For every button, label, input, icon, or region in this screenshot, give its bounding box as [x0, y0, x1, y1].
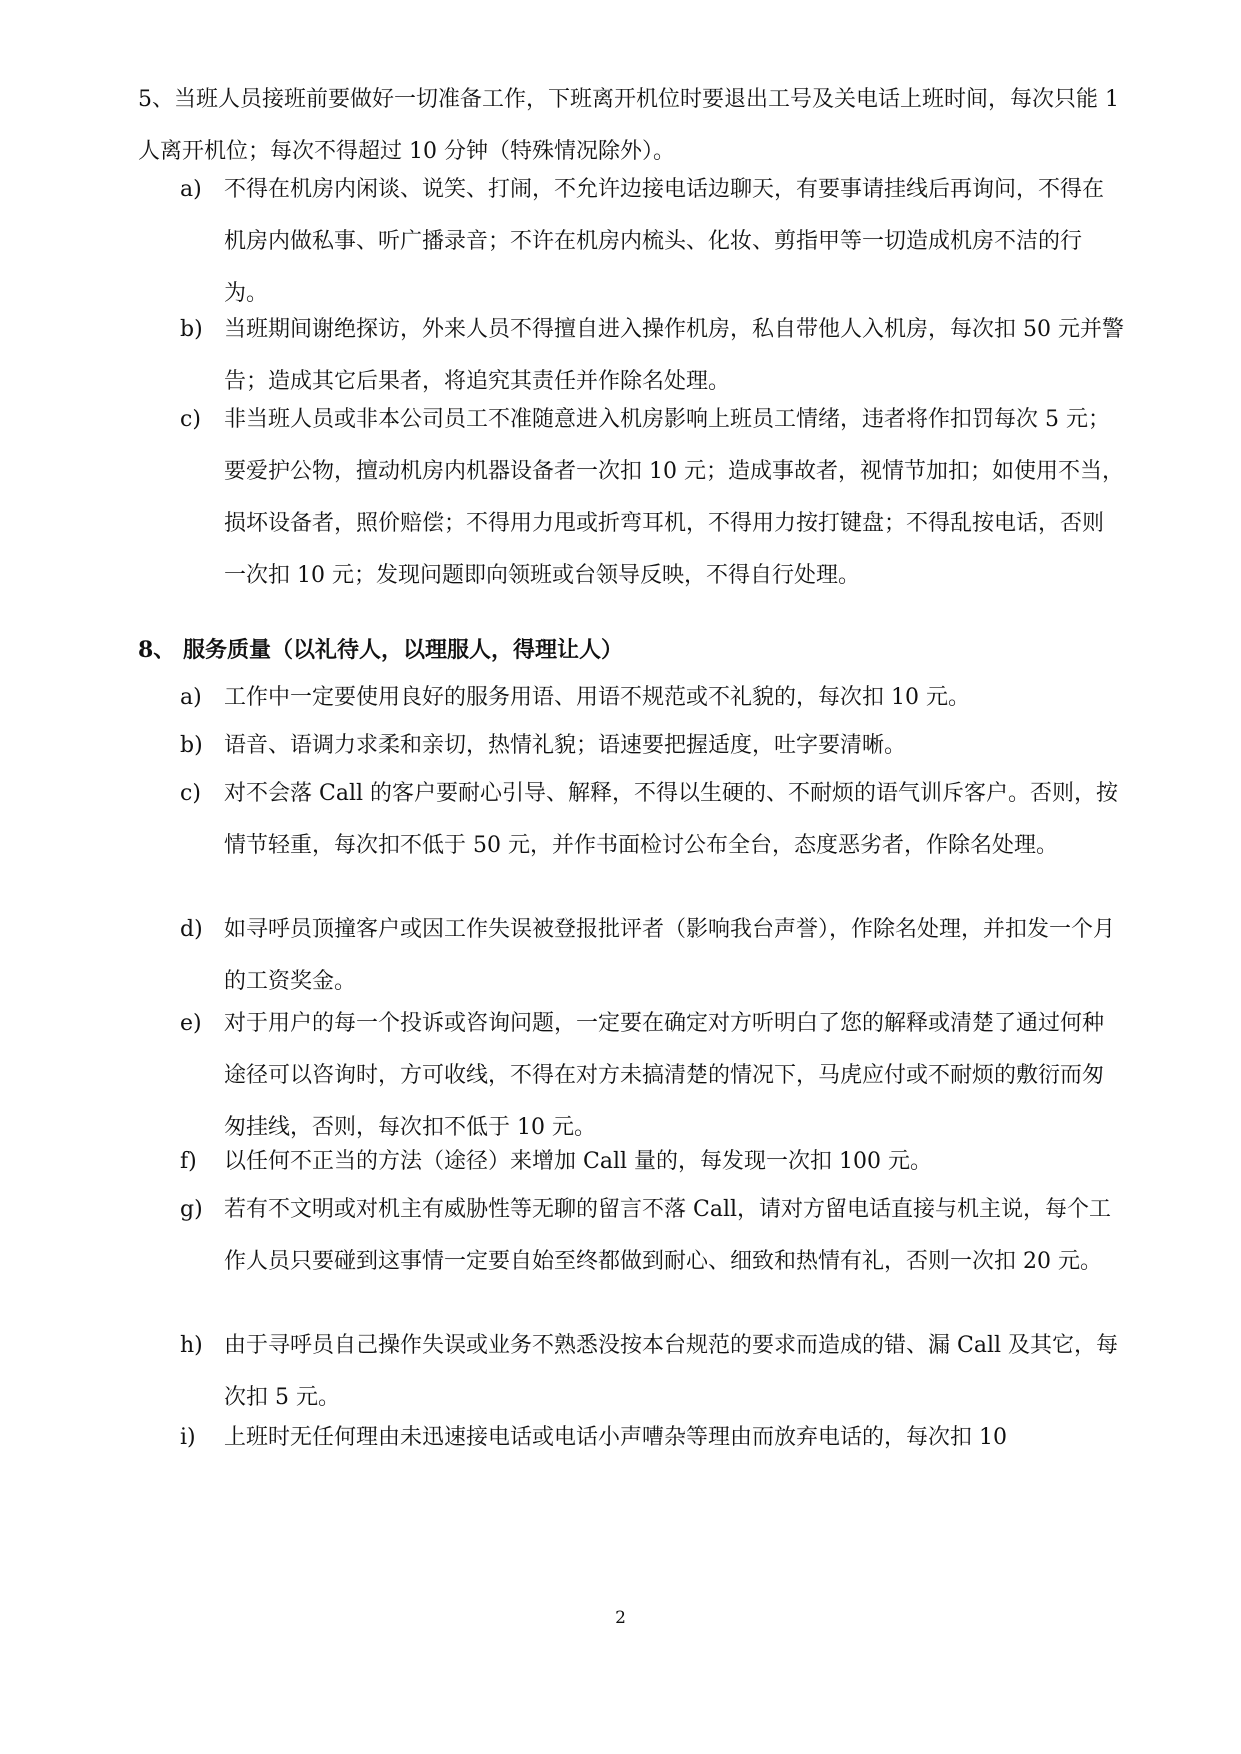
list-item-text: 以任何不正当的方法（途径）来增加 Call 量的，每发现一次扣 100 元。	[224, 1149, 932, 1174]
list-item-text: 不得在机房内闲谈、说笑、打闹，不允许边接电话边聊天，有要事请挂线后再询问，不得在机房内做私事、听广播录音；不许在机房内梳头、化妆、剪指甲等一切造成机房不洁的行为。	[224, 177, 1105, 306]
list-item-marker: a)	[180, 685, 202, 710]
list-item-text: 上班时无任何理由未迅速接电话或电话小声嘈杂等理由而放弃电话的，每次扣 10	[224, 1425, 1007, 1450]
list-item-marker: i)	[180, 1425, 196, 1450]
list-item-text: 工作中一定要使用良好的服务用语、用语不规范或不礼貌的，每次扣 10 元。	[224, 685, 970, 710]
page-number: 2	[615, 1608, 626, 1628]
list-item-text: 对于用户的每一个投诉或咨询问题，一定要在确定对方听明白了您的解释或清楚了通过何种途径可以咨询时，方可收线，不得在对方未搞清楚的情况下，马虎应付或不耐烦的敷衍而匆匆挂线，否则，每次扣不低于 10 元。	[224, 1011, 1105, 1140]
list-item-marker: g)	[180, 1197, 203, 1222]
list-item-marker: b)	[180, 733, 203, 758]
list-item-marker: c)	[180, 781, 201, 806]
list-item-text: 对不会落 Call 的客户要耐心引导、解释，不得以生硬的、不耐烦的语气训斥客户。否则，按情节轻重，每次扣不低于 50 元，并作书面检讨公布全台，态度恶劣者，作除名处理。	[224, 781, 1119, 858]
list-item-marker: f)	[180, 1149, 197, 1174]
list-item-text: 非当班人员或非本公司员工不准随意进入机房影响上班员工情绪，违者将作扣罚每次 5 元；要爱护公物，擅动机房内机器设备者一次扣 10 元；造成事故者，视情节加扣；如使用不当，损坏设备者，照价赔偿；不得用力甩或折弯耳机，不得用力按打键盘；不得乱按电话，否则一次扣 10 元；发现问题即向领班或台领导反映，不得自行处理。	[224, 407, 1124, 588]
list-item-text: 如寻呼员顶撞客户或因工作失误被登报批评者（影响我台声誉），作除名处理，并扣发一个月的工资奖金。	[224, 917, 1116, 994]
section-heading: 8、 服务质量（以礼待人，以理服人，得理让人）	[138, 637, 623, 663]
list-item-marker: d)	[180, 917, 203, 942]
intro-paragraph: 5、当班人员接班前要做好一切准备工作，下班离开机位时要退出工号及关电话上班时间，每次只能 1 人离开机位；每次不得超过 10 分钟（特殊情况除外）。	[138, 87, 1119, 164]
list-item-text: 当班期间谢绝探访，外来人员不得擅自进入操作机房，私自带他人入机房，每次扣 50 元并警告；造成其它后果者，将追究其责任并作除名处理。	[224, 317, 1124, 394]
list-item-text: 若有不文明或对机主有威胁性等无聊的留言不落 Call，请对方留电话直接与机主说，每个工作人员只要碰到这事情一定要自始至终都做到耐心、细致和热情有礼，否则一次扣 20 元。	[224, 1197, 1112, 1274]
list-item-marker: e)	[180, 1011, 202, 1036]
list-item-text: 语音、语调力求柔和亲切，热情礼貌；语速要把握适度，吐字要清晰。	[224, 733, 907, 758]
list-item-marker: h)	[180, 1333, 203, 1358]
list-item-text: 由于寻呼员自己操作失误或业务不熟悉没按本台规范的要求而造成的错、漏 Call 及其它，每次扣 5 元。	[224, 1333, 1119, 1410]
list-item-marker: a)	[180, 177, 202, 202]
list-item-marker: c)	[180, 407, 201, 432]
list-item-marker: b)	[180, 317, 203, 342]
